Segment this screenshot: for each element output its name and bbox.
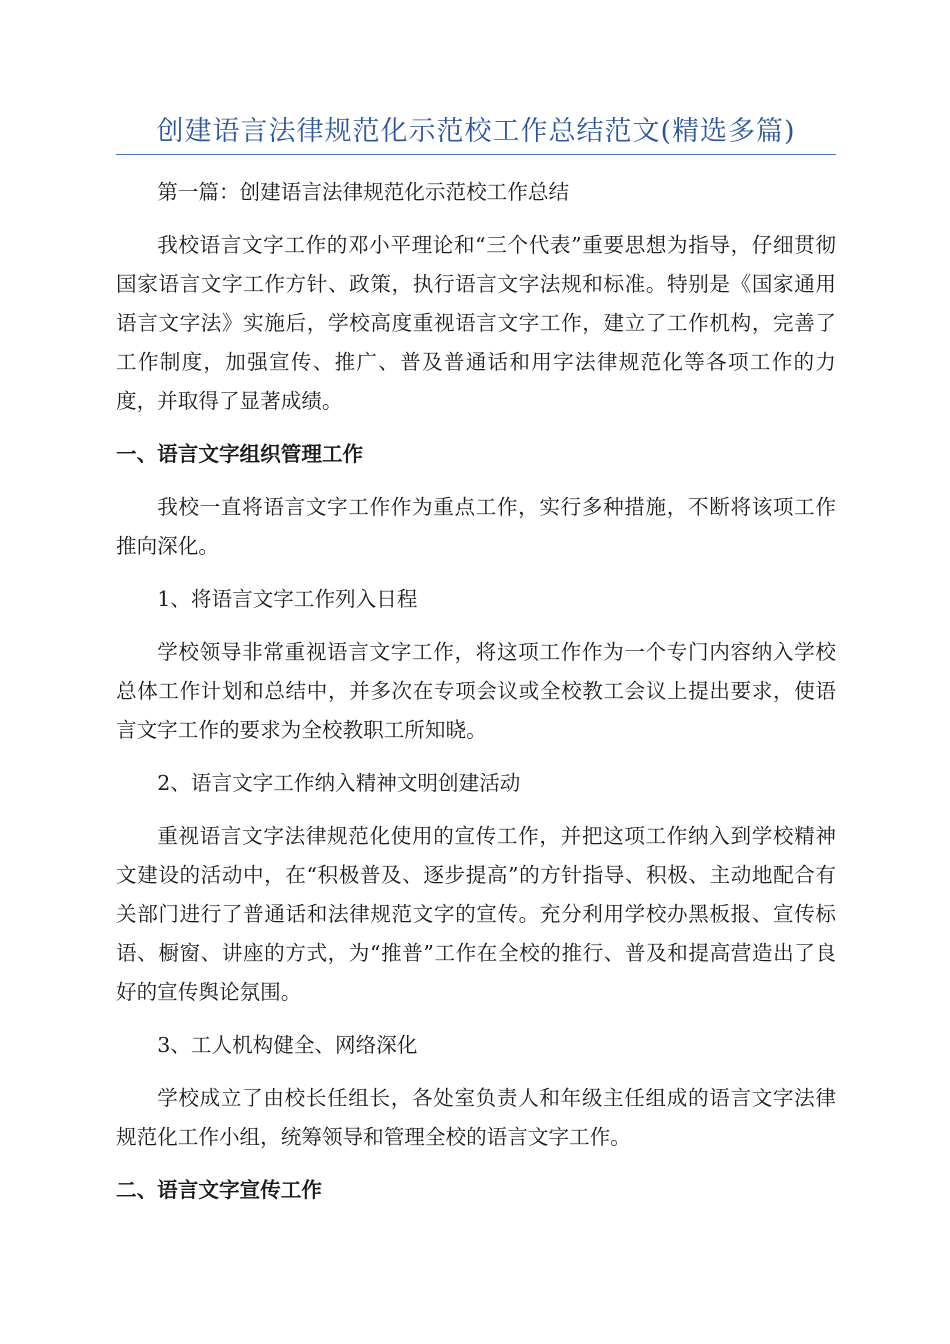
document-page (116, 112, 836, 1224)
subheading-2: 2、语言文字工作纳入精神文明创建活动 (157, 771, 521, 795)
paragraph-intro: 我校语言文字工作的邓小平理论和“三个代表”重要思想为指导，仔细贯彻国家语言文字工作方针、政策，执行语言文字法规和标准。特别是《国家通用语言文字法》实施后，学校高度重视语言文字工作，建立了工作机构，完善了工作制度，加强宣传、推广、普及普通话和用字法律规范化等各项工作的力度，并取得了显著成绩。 (116, 233, 836, 413)
paragraph-sub-3: 学校成立了由校长任组长，各处室负责人和年级主任组成的语言文字法律规范化工作小组，统筹领导和管理全校的语言文字工作。 (116, 1086, 836, 1149)
subheading-1: 1、将语言文字工作列入日程 (157, 587, 418, 611)
paragraph-sub-1: 学校领导非常重视语言文字工作，将这项工作作为一个专门内容纳入学校总体工作计划和总结中，并多次在专项会议或全校教工会议上提出要求，使语言文字工作的要求为全校教职工所知晓。 (116, 640, 836, 742)
section-heading-2: 二、语言文字宣传工作 (116, 1178, 322, 1202)
section-heading-1: 一、语言文字组织管理工作 (116, 442, 364, 466)
document-title: 创建语言法律规范化示范校工作总结范文(精选多篇) (116, 112, 836, 155)
chapter-heading: 第一篇：创建语言法律规范化示范校工作总结 (157, 180, 570, 204)
paragraph-sub-2: 重视语言文字法律规范化使用的宣传工作，并把这项工作纳入到学校精神文建设的活动中，在“积极普及、逐步提高”的方针指导、积极、主动地配合有关部门进行了普通话和法律规范文字的宣传。充分利用学校办黑板报、宣传标语、橱窗、讲座的方式，为“推普”工作在全校的推行、普及和提高营造出了良好的宣传舆论氛围。 (116, 824, 836, 1004)
paragraph-section-1: 我校一直将语言文字工作作为重点工作，实行多种措施，不断将该项工作推向深化。 (116, 495, 836, 558)
subheading-3: 3、工人机构健全、网络深化 (157, 1033, 418, 1057)
